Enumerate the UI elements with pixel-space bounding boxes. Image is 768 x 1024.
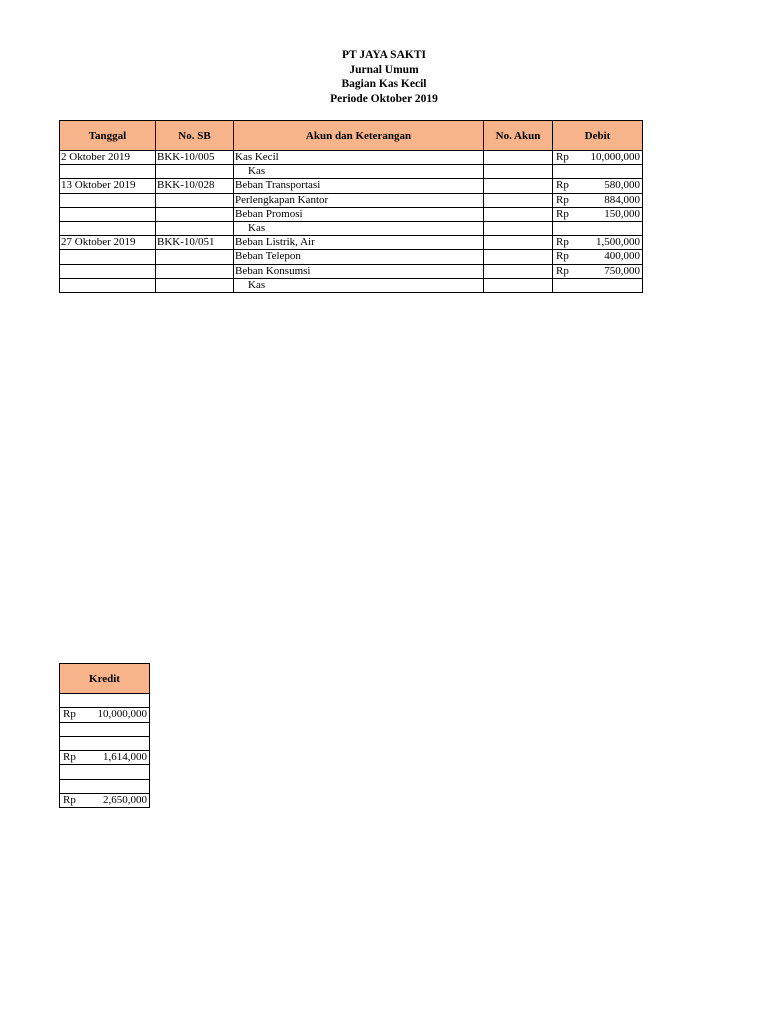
currency-label: Rp	[63, 794, 76, 807]
col-header-akun: Akun dan Keterangan	[234, 121, 484, 151]
cell-no-akun	[484, 236, 553, 250]
cell-no-sb	[156, 278, 234, 292]
currency-label: Rp	[63, 708, 76, 721]
table-row	[60, 765, 150, 779]
table-row	[60, 179, 643, 193]
debit-value: 150,000	[604, 207, 640, 220]
cell-akun: Beban Telepon	[234, 250, 484, 264]
cell-tanggal	[60, 207, 156, 221]
currency-label: Rp	[63, 751, 76, 764]
cell-tanggal	[60, 264, 156, 278]
cell-debit	[553, 179, 643, 193]
table-row	[60, 264, 643, 278]
kredit-value: 10,000,000	[97, 708, 147, 721]
kredit-table	[59, 663, 150, 808]
col-header-no-sb: No. SB	[156, 121, 234, 151]
cell-no-akun	[484, 250, 553, 264]
cell-no-akun	[484, 207, 553, 221]
cell-no-sb	[156, 165, 234, 179]
table-row	[60, 221, 643, 235]
col-header-kredit: Kredit	[60, 664, 150, 694]
currency-label: Rp	[556, 179, 569, 192]
cell-no-sb: BKK-10/051	[156, 236, 234, 250]
table-row	[60, 779, 150, 793]
table-row	[60, 236, 643, 250]
debit-value: 10,000,000	[590, 151, 640, 163]
cell-debit	[553, 278, 643, 292]
kredit-header-row	[60, 664, 150, 694]
table-row	[60, 694, 150, 708]
cell-akun: Beban Konsumsi	[234, 264, 484, 278]
cell-debit	[553, 250, 643, 264]
cell-tanggal	[60, 193, 156, 207]
report-subtitle: Bagian Kas Kecil	[341, 78, 427, 90]
cell-tanggal	[60, 250, 156, 264]
table-row	[60, 794, 150, 808]
cell-kredit	[60, 779, 150, 793]
table-row	[60, 736, 150, 750]
currency-label: Rp	[556, 207, 569, 220]
cell-debit	[553, 193, 643, 207]
kredit-value: 2,650,000	[103, 794, 147, 807]
cell-kredit	[60, 708, 150, 722]
debit-value: 400,000	[604, 250, 640, 263]
table-row	[60, 722, 150, 736]
table-row	[60, 250, 643, 264]
company-name: PT JAYA SAKTI	[342, 49, 426, 61]
currency-label: Rp	[556, 151, 569, 163]
cell-debit	[553, 151, 643, 165]
col-header-no-akun: No. Akun	[484, 121, 553, 151]
cell-no-sb	[156, 221, 234, 235]
cell-debit	[553, 264, 643, 278]
cell-no-sb	[156, 250, 234, 264]
table-row	[60, 751, 150, 765]
cell-no-akun	[484, 193, 553, 207]
cell-akun: Beban Transportasi	[234, 179, 484, 193]
cell-debit	[553, 221, 643, 235]
currency-label: Rp	[556, 264, 569, 277]
cell-no-sb	[156, 193, 234, 207]
currency-label: Rp	[556, 250, 569, 263]
table-row	[60, 193, 643, 207]
table-row	[60, 207, 643, 221]
cell-akun: Kas	[234, 278, 484, 292]
table-row	[60, 165, 643, 179]
cell-debit	[553, 236, 643, 250]
table-row	[60, 708, 150, 722]
cell-tanggal	[60, 221, 156, 235]
cell-akun: Kas	[234, 165, 484, 179]
report-title: Jurnal Umum	[349, 63, 419, 76]
debit-value: 1,500,000	[596, 236, 640, 249]
cell-tanggal	[60, 278, 156, 292]
table-row	[60, 151, 643, 165]
cell-tanggal: 13 Oktober 2019	[60, 179, 156, 193]
cell-kredit	[60, 722, 150, 736]
col-header-tanggal: Tanggal	[60, 121, 156, 151]
table-row	[60, 278, 643, 292]
debit-value: 884,000	[604, 193, 640, 206]
journal-header-row	[60, 121, 643, 151]
cell-no-akun	[484, 278, 553, 292]
cell-debit	[553, 165, 643, 179]
cell-tanggal: 2 Oktober 2019	[60, 151, 156, 165]
debit-value: 580,000	[604, 179, 640, 192]
cell-no-sb: BKK-10/028	[156, 179, 234, 193]
col-header-debit: Debit	[553, 121, 643, 151]
cell-no-akun	[484, 264, 553, 278]
cell-no-akun	[484, 221, 553, 235]
cell-no-akun	[484, 179, 553, 193]
cell-kredit	[60, 794, 150, 808]
cell-no-sb	[156, 264, 234, 278]
cell-kredit	[60, 736, 150, 750]
cell-no-sb	[156, 207, 234, 221]
cell-kredit	[60, 751, 150, 765]
currency-label: Rp	[556, 236, 569, 249]
cell-tanggal	[60, 165, 156, 179]
report-header	[0, 48, 768, 106]
cell-kredit	[60, 694, 150, 708]
cell-no-akun	[484, 165, 553, 179]
cell-akun: Perlengkapan Kantor	[234, 193, 484, 207]
debit-value: 750,000	[604, 264, 640, 277]
journal-table	[59, 120, 643, 293]
cell-debit	[553, 207, 643, 221]
currency-label: Rp	[556, 193, 569, 206]
cell-no-akun	[484, 151, 553, 165]
cell-akun: Kas	[234, 221, 484, 235]
kredit-value: 1,614,000	[103, 751, 147, 764]
report-period: Periode Oktober 2019	[330, 92, 438, 105]
cell-akun: Beban Promosi	[234, 207, 484, 221]
cell-kredit	[60, 765, 150, 779]
cell-no-sb: BKK-10/005	[156, 151, 234, 165]
cell-akun: Beban Listrik, Air	[234, 236, 484, 250]
cell-tanggal: 27 Oktober 2019	[60, 236, 156, 250]
cell-akun: Kas Kecil	[234, 151, 484, 165]
